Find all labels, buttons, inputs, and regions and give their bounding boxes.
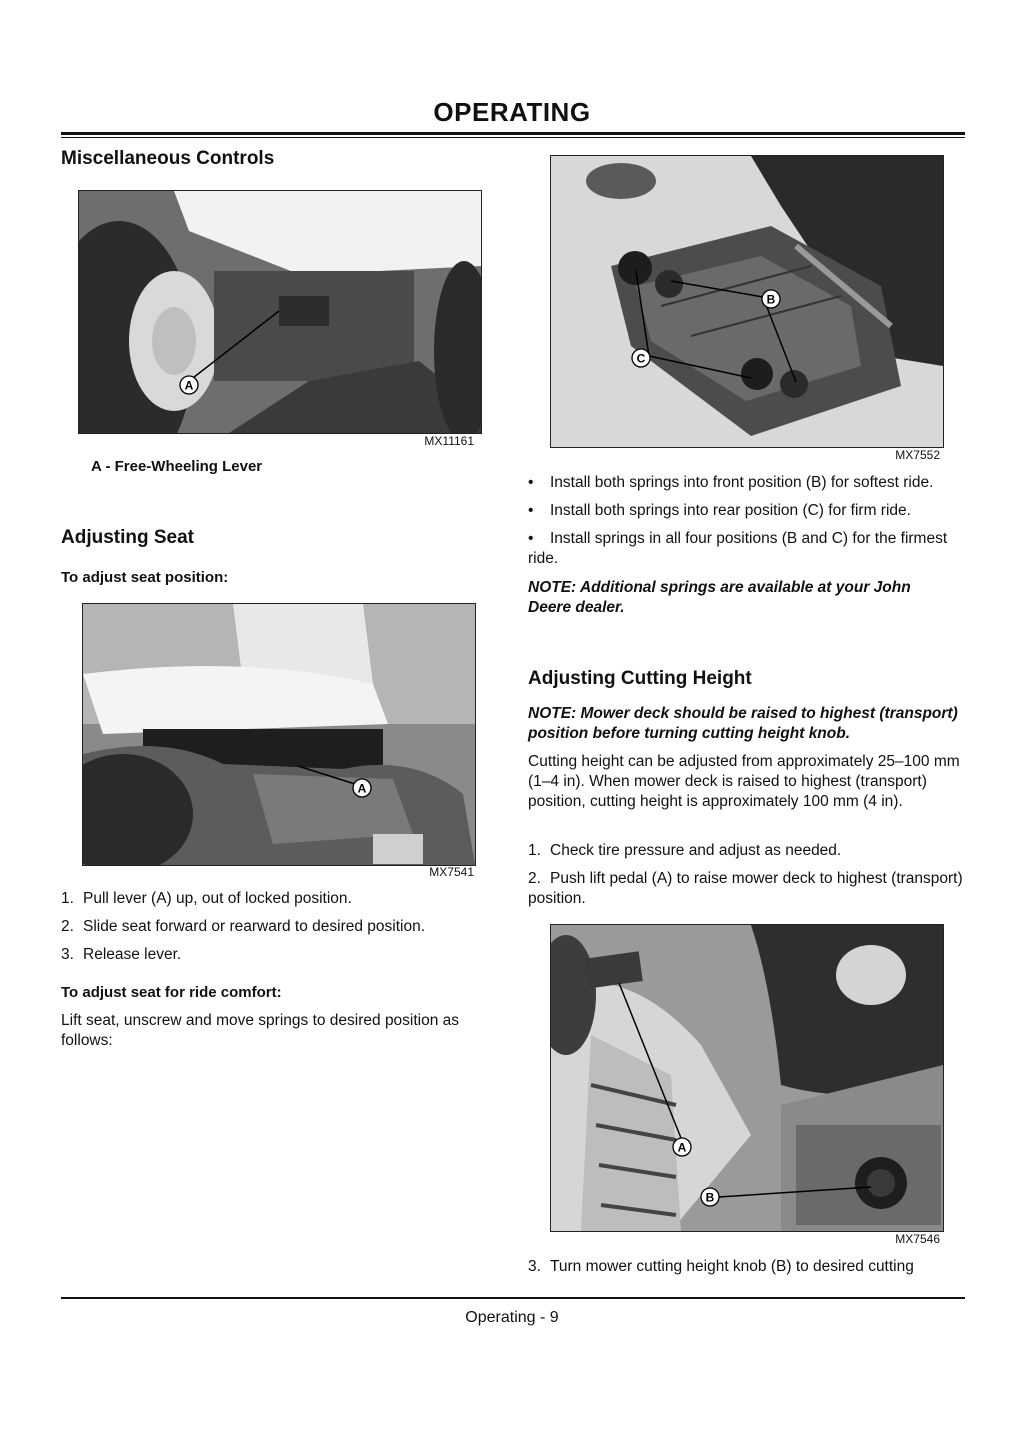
list-item: 2. Slide seat forward or rearward to desired position. [61, 918, 426, 935]
subheading-ride-comfort: To adjust seat for ride comfort: [61, 984, 282, 1001]
cutting-steps-list [528, 841, 968, 909]
cutting-note: NOTE: Mower deck should be raised to highest (transport) position before turning cutting height knob. [528, 705, 958, 742]
list-item: 3. Turn mower cutting height knob (B) to desired cutting [528, 1258, 914, 1275]
callout-a-label: A [357, 781, 367, 796]
callout-a-label: A [677, 1140, 687, 1155]
callout-b-label: B [766, 292, 776, 307]
photo-seat-lever [82, 603, 476, 866]
photo-free-wheeling-lever [78, 190, 482, 434]
page-title: OPERATING [433, 97, 591, 127]
figure-id: MX11161 [424, 434, 474, 448]
list-item: 1. Check tire pressure and adjust as needed. [528, 842, 842, 859]
ride-comfort-text: Lift seat, unscrew and move springs to desired position as follows: [61, 1012, 460, 1049]
list-item: • Install both springs into rear position (C) for firm ride. [528, 502, 911, 519]
section-heading-misc-controls: Miscellaneous Controls [61, 148, 275, 169]
figure-legend: A - Free-Wheeling Lever [91, 458, 263, 475]
seat-steps-list [61, 889, 501, 965]
springs-note: NOTE: Additional springs are available at your John Deere dealer. [528, 579, 911, 616]
header-rule-thin [61, 137, 965, 138]
section-heading-cutting-height: Adjusting Cutting Height [528, 668, 752, 689]
cutting-paragraph: Cutting height can be adjusted from approximately 25–100 mm (1–4 in). When mower deck is raised to highest (transport) position, cutting height is approximately 100 mm (4 in). [528, 753, 960, 810]
springs-bullet-list [528, 473, 968, 569]
callout-a-label: A [184, 378, 194, 393]
list-item: • Install both springs into front position (B) for softest ride. [528, 474, 934, 491]
list-item: 1. Pull lever (A) up, out of locked position. [61, 890, 352, 907]
subheading-seat-position: To adjust seat position: [61, 569, 229, 586]
callout-b-label: B [705, 1190, 715, 1205]
figure-id: MX7541 [429, 865, 474, 879]
figure-id: MX7552 [895, 448, 940, 462]
callout-c-label: C [636, 351, 646, 366]
list-item: 2. Push lift pedal (A) to raise mower deck to highest (transport) position. [528, 870, 963, 907]
figure-id: MX7546 [895, 1232, 940, 1246]
section-heading-adjusting-seat: Adjusting Seat [61, 527, 195, 548]
photo-seat-springs [550, 155, 944, 448]
page-number: Operating - 9 [465, 1309, 559, 1326]
list-item: 3. Release lever. [61, 946, 182, 963]
footer-rule [61, 1297, 965, 1299]
header-rule [61, 132, 965, 135]
photo-lift-pedal-knob [550, 924, 944, 1232]
list-item: • Install springs in all four positions (B and C) for the firmest ride. [528, 530, 948, 567]
cutting-step-3 [528, 1257, 968, 1277]
